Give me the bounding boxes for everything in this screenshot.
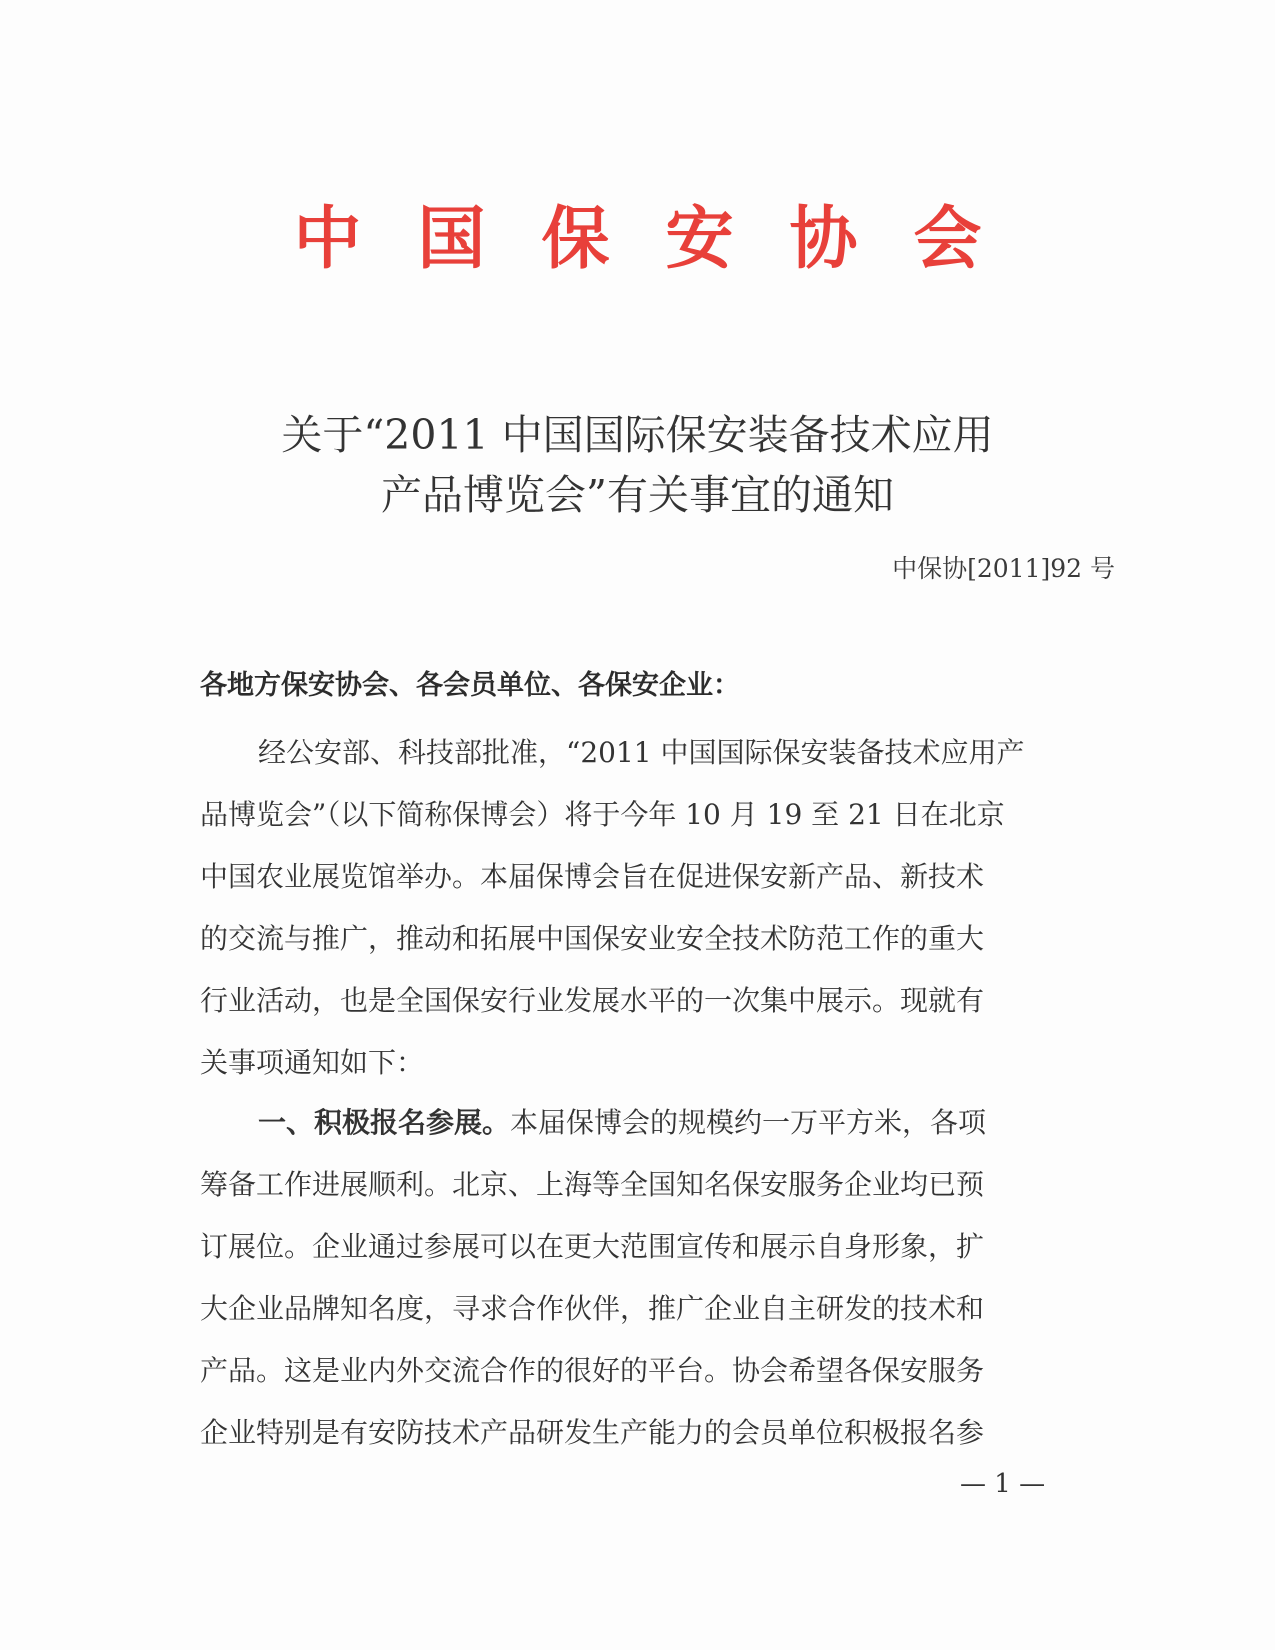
- paragraph-intro: [200, 722, 1098, 1094]
- paragraph-line: 大企业品牌知名度，寻求合作伙伴，推广企业自主研发的技术和: [200, 1292, 985, 1325]
- page-number: — 1 —: [960, 1469, 1046, 1499]
- paragraph-line: 筹备工作进展顺利。北京、上海等全国知名保安服务企业均已预: [200, 1168, 985, 1201]
- paragraph-line: 的交流与推广，推动和拓展中国保安业安全技术防范工作的重大: [200, 922, 985, 955]
- paragraph-line: 订展位。企业通过参展可以在更大范围宣传和展示自身形象，扩: [200, 1230, 985, 1263]
- paragraph-line: 中国农业展览馆举办。本届保博会旨在促进保安新产品、新技术: [200, 860, 985, 893]
- title-line-1: 关于“2011 中国国际保安装备技术应用: [281, 411, 994, 459]
- document-title: [0, 405, 1275, 525]
- paragraph-line: 品博览会”（以下简称保博会）将于今年 10 月 19 至 21 日在北京: [200, 798, 1005, 831]
- title-line-2: 产品博览会”有关事宜的通知: [381, 471, 894, 519]
- paragraph-line: 产品。这是业内外交流合作的很好的平台。协会希望各保安服务: [200, 1354, 985, 1387]
- paragraph-first-line: [200, 1092, 1098, 1154]
- paragraph-text: 本届保博会的规模约一万平方米，各项: [510, 1106, 987, 1139]
- paragraph-line: 经公安部、科技部批准，“2011 中国国际保安装备技术应用产: [258, 736, 1025, 769]
- paragraph-line: 关事项通知如下：: [200, 1046, 425, 1079]
- paragraph-line: 企业特别是有安防技术产品研发生产能力的会员单位积极报名参: [200, 1416, 985, 1449]
- paragraph-line: 行业活动，也是全国保安行业发展水平的一次集中展示。现就有: [200, 984, 985, 1017]
- paragraph-section-1: [200, 1092, 1098, 1464]
- salutation: 各地方保安协会、各会员单位、各保安企业：: [200, 670, 740, 701]
- organization-header: 中国保安协会: [293, 200, 1038, 279]
- document-number: 中保协[2011]92 号: [892, 554, 1115, 583]
- section-heading: 一、积极报名参展。: [258, 1106, 511, 1139]
